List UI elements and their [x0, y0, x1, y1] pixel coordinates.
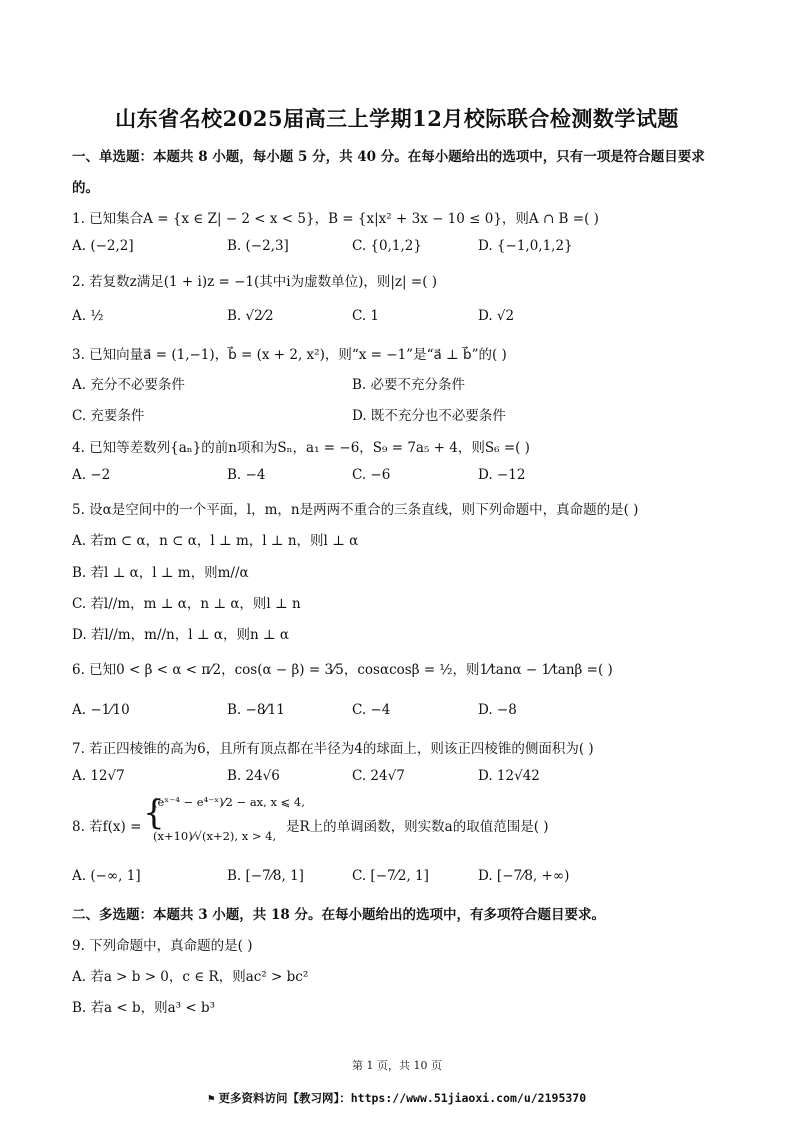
question-9-stem: 9. 下列命题中，真命题的是( ): [72, 938, 253, 954]
question-4-option-b: B. −4: [227, 467, 266, 483]
question-7-option-b: B. 24√6: [227, 768, 280, 784]
question-1-option-d: D. {−1,0,1,2}: [478, 238, 573, 254]
resource-link-text[interactable]: 更多资料访问【教习网】：https://www.51jiaoxi.com/u/2195370: [218, 1091, 587, 1105]
resource-link-banner[interactable]: [0, 1090, 794, 1106]
question-3-option-d: D. 既不充分也不必要条件: [352, 408, 506, 424]
section2-heading: 二、多选题：本题共 3 小题，共 18 分。在每小题给出的选项中，有多项符合题目要求。: [72, 907, 605, 923]
question-8-option-d: D. [−7⁄8, +∞): [478, 868, 570, 884]
question-8-case-1: (eˣ⁻⁴ − e⁴⁻ˣ)⁄2 − ax, x ⩽ 4,: [153, 795, 305, 809]
question-1-option-a: A. (−2,2]: [72, 238, 134, 254]
page-footer: 第 1 页，共 10 页: [352, 1059, 442, 1072]
question-6-option-d: D. −8: [478, 702, 517, 718]
question-2-option-d: D. √2: [478, 308, 515, 324]
question-4-option-a: A. −2: [72, 467, 111, 483]
question-3-stem: 3. 已知向量a⃗ = (1,−1)，b⃗ = (x + 2, x²)，则“x = −1”是“a⃗ ⊥ b⃗”的( ): [72, 347, 507, 363]
question-8-case-2: (x+10)⁄√(x+2), x > 4,: [153, 829, 277, 843]
question-1-option-b: B. (−2,3]: [227, 238, 289, 254]
brace-symbol: {: [143, 793, 165, 833]
question-6-option-b: B. −8⁄11: [227, 702, 285, 718]
question-5-option-b: B. 若l ⊥ α，l ⊥ m，则m//α: [72, 565, 249, 581]
question-4-option-c: C. −6: [352, 467, 391, 483]
question-8-stem-prefix: 8. 若f(x) =: [72, 819, 142, 835]
question-8-option-c: C. [−7⁄2, 1]: [352, 868, 429, 884]
question-4-option-d: D. −12: [478, 467, 526, 483]
question-5-option-d: D. 若l//m，m//n，l ⊥ α，则n ⊥ α: [72, 627, 290, 643]
question-6-option-a: A. −1⁄10: [72, 702, 130, 718]
question-4-stem: 4. 已知等差数列{aₙ}的前n项和为Sₙ，a₁ = −6，S₉ = 7a₅ + 4，则S₆ =( ): [72, 440, 530, 456]
question-5-option-a: A. 若m ⊂ α，n ⊂ α，l ⊥ m，l ⊥ n，则l ⊥ α: [72, 533, 359, 549]
question-2-option-c: C. 1: [352, 308, 380, 324]
question-8-option-a: A. (−∞, 1]: [72, 868, 141, 884]
section1-heading-line1: 一、单选题：本题共 8 小题，每小题 5 分，共 40 分。在每小题给出的选项中，只有一项是符合题目要求: [72, 149, 705, 165]
question-6-option-c: C. −4: [352, 702, 391, 718]
question-7-option-a: A. 12√7: [72, 768, 125, 784]
question-8-stem-suffix: 是R上的单调函数，则实数a的取值范围是( ): [286, 819, 549, 835]
question-9-option-b: B. 若a < b，则a³ < b³: [72, 1000, 215, 1016]
question-7-option-d: D. 12√42: [478, 768, 540, 784]
page-title: 山东省名校2025届高三上学期12月校际联合检测数学试题: [115, 106, 679, 131]
question-6-stem: 6. 已知0 < β < α < π⁄2，cos(α − β) = 3⁄5，cosαcosβ = ½，则1⁄tanα − 1⁄tanβ =( ): [72, 662, 613, 678]
question-5-stem: 5. 设α是空间中的一个平面，l，m，n是两两不重合的三条直线，则下列命题中，真命题的是( ): [72, 502, 639, 518]
section1-heading-line2: 的。: [72, 180, 99, 196]
question-5-option-c: C. 若l//m，m ⊥ α，n ⊥ α，则l ⊥ n: [72, 596, 301, 612]
question-2-stem: 2. 若复数z满足(1 + i)z = −1(其中i为虚数单位)，则|z| =( ): [72, 274, 438, 290]
question-1-stem: 1. 已知集合A = {x ∈ Z| − 2 < x < 5}，B = {x|x² + 3x − 10 ≤ 0}，则A ∩ B =( ): [72, 211, 599, 227]
question-3-option-a: A. 充分不必要条件: [72, 377, 185, 393]
question-2-option-a: A. ½: [72, 308, 104, 324]
question-2-option-b: B. √2⁄2: [227, 308, 274, 324]
flag-icon: ⚑: [207, 1092, 215, 1105]
question-1-option-c: C. {0,1,2}: [352, 238, 422, 254]
question-9-option-a: A. 若a > b > 0，c ∈ R，则ac² > bc²: [72, 969, 309, 985]
question-3-option-c: C. 充要条件: [72, 408, 145, 424]
question-3-option-b: B. 必要不充分条件: [352, 377, 466, 393]
question-8-option-b: B. [−7⁄8, 1]: [227, 868, 304, 884]
question-7-stem: 7. 若正四棱锥的高为6，且所有顶点都在半径为4的球面上，则该正四棱锥的侧面积为( ): [72, 741, 594, 757]
question-7-option-c: C. 24√7: [352, 768, 405, 784]
